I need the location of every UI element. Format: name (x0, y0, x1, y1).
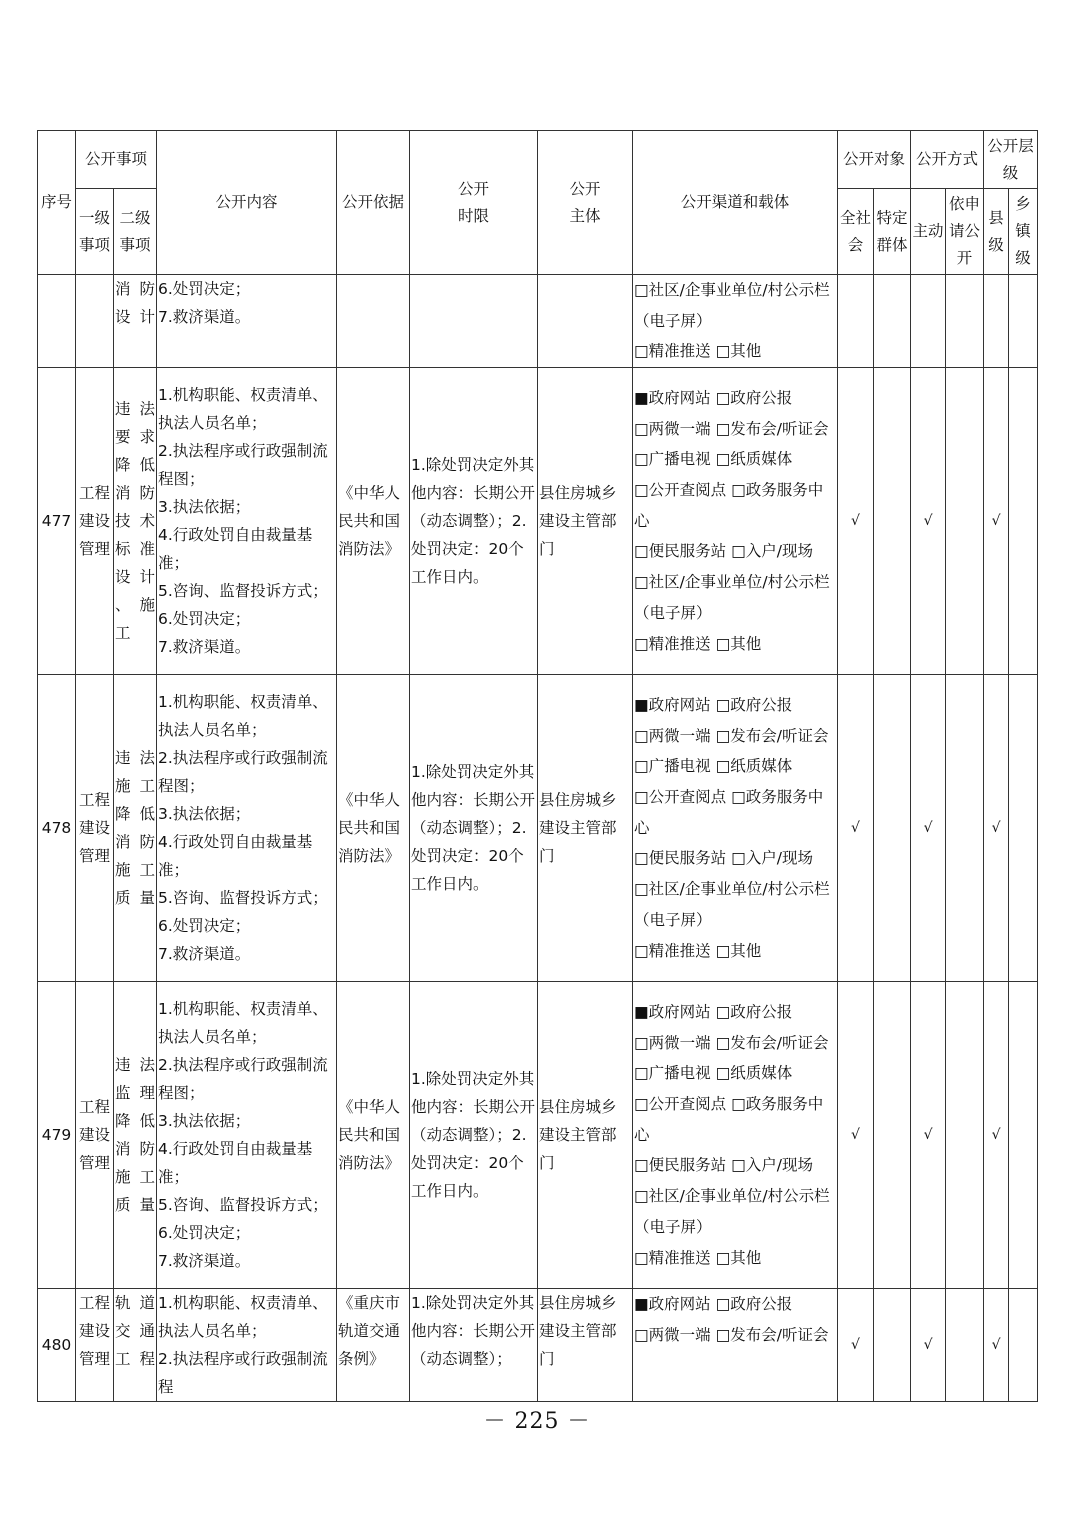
level1-cell (76, 275, 114, 368)
channel-cell: ■政府网站 □政府公报 □两微一端 □发布会/听证会 □广播电视 □纸质媒体 □公开查阅点 □政务服务中心 □便民服务站 □入户/现场 □社区/企事业单位/村公示栏（电子屏） □精准推送 □其他 (633, 368, 838, 675)
active-cell (911, 275, 946, 368)
on-request-cell (946, 982, 984, 1289)
specific-group-cell (874, 368, 911, 675)
level1-cell: 工程建设管理 (76, 982, 114, 1289)
header-on-request: 依申请公开 (946, 189, 984, 275)
table-row (38, 368, 1038, 675)
specific-group-cell (874, 675, 911, 982)
header-county: 县级 (984, 189, 1009, 275)
county-cell: √ (984, 1289, 1009, 1402)
county-cell: √ (984, 982, 1009, 1289)
seq-cell: 479 (38, 982, 76, 1289)
header-specific-group: 特定群体 (874, 189, 911, 275)
content-cell: 1.机构职能、权责清单、执法人员名单； 2.执法程序或行政强制流程图； 3.执法依据； 4.行政处罚自由裁量基准； 5.咨询、监督投诉方式； 6.处罚决定； 7.救济渠道。 (157, 675, 337, 982)
on-request-cell (946, 368, 984, 675)
period-cell (410, 275, 538, 368)
on-request-cell (946, 1289, 984, 1402)
level1-cell: 工程建设管理 (76, 368, 114, 675)
all-society-cell: √ (838, 982, 874, 1289)
on-request-cell (946, 275, 984, 368)
seq-cell: 480 (38, 1289, 76, 1402)
town-cell (1009, 982, 1038, 1289)
level2-cell: 违 法监 理降 低消 防施 工质量 (114, 982, 157, 1289)
channel-cell: ■政府网站 □政府公报 □两微一端 □发布会/听证会 □广播电视 □纸质媒体 □公开查阅点 □政务服务中心 □便民服务站 □入户/现场 □社区/企事业单位/村公示栏（电子屏） □精准推送 □其他 (633, 982, 838, 1289)
header-level1: 一级事项 (76, 189, 114, 275)
period-cell: 1.除处罚决定外其他内容：长期公开（动态调整）；2.处罚决定：20个工作日内。 (410, 368, 538, 675)
town-cell (1009, 368, 1038, 675)
table-row (38, 1289, 1038, 1402)
period-cell: 1.除处罚决定外其他内容：长期公开（动态调整）；2.处罚决定：20个工作日内。 (410, 675, 538, 982)
header-active: 主动 (911, 189, 946, 275)
table-row (38, 275, 1038, 368)
subject-cell: 县住房城乡建设主管部门 (538, 1289, 633, 1402)
header-all-society: 全社会 (838, 189, 874, 275)
seq-cell: 477 (38, 368, 76, 675)
subject-cell: 县住房城乡建设主管部门 (538, 368, 633, 675)
all-society-cell (838, 275, 874, 368)
county-cell (984, 275, 1009, 368)
content-cell: 1.机构职能、权责清单、执法人员名单； 2.执法程序或行政强制流程 (157, 1289, 337, 1402)
channel-cell: ■政府网站 □政府公报 □两微一端 □发布会/听证会 (633, 1289, 838, 1402)
all-society-cell: √ (838, 368, 874, 675)
seq-cell: 478 (38, 675, 76, 982)
subject-cell: 县住房城乡建设主管部门 (538, 675, 633, 982)
on-request-cell (946, 675, 984, 982)
basis-cell: 《中华人民共和国消防法》 (337, 368, 410, 675)
basis-cell: 《中华人民共和国消防法》 (337, 982, 410, 1289)
county-cell: √ (984, 675, 1009, 982)
content-cell: 6.处罚决定； 7.救济渠道。 (157, 275, 337, 368)
all-society-cell: √ (838, 675, 874, 982)
town-cell (1009, 675, 1038, 982)
header-channel: 公开渠道和载体 (633, 131, 838, 275)
header-content: 公开内容 (157, 131, 337, 275)
county-cell: √ (984, 368, 1009, 675)
header-town: 乡镇级 (1009, 189, 1038, 275)
all-society-cell: √ (838, 1289, 874, 1402)
basis-cell: 《中华人民共和国消防法》 (337, 675, 410, 982)
active-cell: √ (911, 982, 946, 1289)
header-basis: 公开依据 (337, 131, 410, 275)
level2-cell: 违 法施 工降 低消 防施 工质量 (114, 675, 157, 982)
level1-cell: 工程建设管理 (76, 675, 114, 982)
basis-cell (337, 275, 410, 368)
active-cell: √ (911, 1289, 946, 1402)
content-cell: 1.机构职能、权责清单、执法人员名单； 2.执法程序或行政强制流程图； 3.执法依据； 4.行政处罚自由裁量基准； 5.咨询、监督投诉方式； 6.处罚决定； 7.救济渠道。 (157, 982, 337, 1289)
header-level: 公开层级 (984, 131, 1038, 189)
specific-group-cell (874, 275, 911, 368)
active-cell: √ (911, 675, 946, 982)
disclosure-table (37, 130, 1038, 1402)
seq-cell (38, 275, 76, 368)
subject-cell (538, 275, 633, 368)
level1-cell: 工程建设管理 (76, 1289, 114, 1402)
specific-group-cell (874, 1289, 911, 1402)
content-cell: 1.机构职能、权责清单、执法人员名单； 2.执法程序或行政强制流程图； 3.执法依据； 4.行政处罚自由裁量基准； 5.咨询、监督投诉方式； 6.处罚决定； 7.救济渠道。 (157, 368, 337, 675)
active-cell: √ (911, 368, 946, 675)
header-matter: 公开事项 (76, 131, 157, 189)
header-level2: 二级事项 (114, 189, 157, 275)
table-row (38, 675, 1038, 982)
period-cell: 1.除处罚决定外其他内容：长期公开（动态调整）； (410, 1289, 538, 1402)
page-number: － 225 － (483, 1409, 591, 1434)
header-target: 公开对象 (838, 131, 911, 189)
channel-cell: ■政府网站 □政府公报 □两微一端 □发布会/听证会 □广播电视 □纸质媒体 □公开查阅点 □政务服务中心 □便民服务站 □入户/现场 □社区/企事业单位/村公示栏（电子屏） □精准推送 □其他 (633, 675, 838, 982)
period-cell: 1.除处罚决定外其他内容：长期公开（动态调整）；2.处罚决定：20个工作日内。 (410, 982, 538, 1289)
header-subject: 公开 主体 (538, 131, 633, 275)
town-cell (1009, 275, 1038, 368)
specific-group-cell (874, 982, 911, 1289)
level2-cell: 消 防设计 (114, 275, 157, 368)
table-row (38, 982, 1038, 1289)
level2-cell: 轨 道交 通工 程 (114, 1289, 157, 1402)
header-period: 公开 时限 (410, 131, 538, 275)
channel-cell: □社区/企事业单位/村公示栏（电子屏） □精准推送 □其他 (633, 275, 838, 368)
header-method: 公开方式 (911, 131, 984, 189)
level2-cell: 违 法要 求降 低消 防技 术标 准设 计 、施工 (114, 368, 157, 675)
header-seq: 序号 (38, 131, 76, 275)
basis-cell: 《重庆市轨道交通条例》 (337, 1289, 410, 1402)
subject-cell: 县住房城乡建设主管部门 (538, 982, 633, 1289)
town-cell (1009, 1289, 1038, 1402)
